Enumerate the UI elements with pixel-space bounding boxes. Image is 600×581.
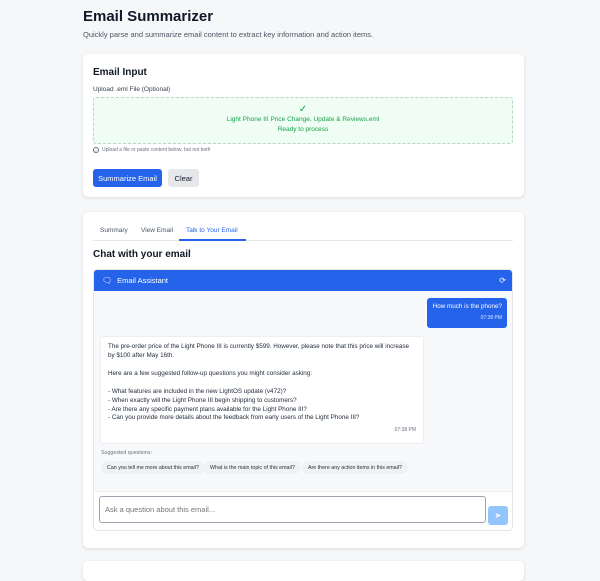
email-input-card (83, 54, 524, 197)
suggestion-chip[interactable]: Are there any action items in this email? (302, 461, 408, 474)
chat-title: Chat with your email (93, 249, 191, 260)
message-line: - When exactly will the Light Phone III begin shipping to customers? (108, 396, 297, 404)
page-title: Email Summarizer (83, 8, 214, 25)
file-name: Light Phone III Price Change, Update & Reviews.eml (226, 116, 380, 123)
message-line: - Are there any specific payment plans available for the Light Phone III? (108, 405, 307, 413)
chat-messages (94, 291, 513, 491)
card-title: Email Input (93, 67, 147, 78)
assistant-message (100, 336, 424, 444)
summarize-email-button[interactable]: Summarize Email (93, 169, 162, 187)
clear-button[interactable]: Clear (168, 169, 199, 187)
message-line: - What features are included in the new LightOS update (v472)? (108, 387, 287, 395)
message-line: The pre-order price of the Light Phone III is currently $599. However, please note that this price will increase by $100 after May 16th. (108, 343, 410, 359)
file-status: Ready to process (277, 126, 329, 133)
chat-header-title: Email Assistant (117, 276, 169, 285)
chat-header (94, 270, 513, 291)
message-line: Here are a few suggested follow-up questions you might consider asking: (108, 369, 313, 377)
next-card (83, 561, 524, 581)
message-icon: 🗨 (102, 276, 113, 285)
message-line: - Can you provide more details about the feedback from early users of the Light Phone III? (108, 414, 360, 422)
message-time: 07:38 PM (480, 315, 502, 321)
chat-panel (93, 269, 513, 531)
message-text: How much is the phone? (432, 303, 502, 310)
info-icon: i (93, 147, 99, 153)
user-message (427, 298, 507, 328)
upload-label: Upload .eml File (Optional) (93, 86, 171, 93)
active-tab-indicator (179, 239, 246, 241)
send-button[interactable] (488, 506, 508, 525)
upload-hint: Upload a file or paste content below, but not both (102, 147, 211, 153)
page-subtitle: Quickly parse and summarize email content to extract key information and action items. (83, 30, 374, 39)
divider (94, 491, 513, 492)
suggestion-chip[interactable]: Can you tell me more about this email? (101, 461, 205, 474)
results-card (83, 212, 524, 548)
suggested-label: Suggested questions: (101, 450, 152, 456)
suggestion-chip[interactable]: What is the main topic of this email? (204, 461, 301, 474)
upload-hint-row (93, 147, 210, 153)
tab-view-email[interactable]: View Email (141, 227, 174, 234)
check-icon: ✓ (298, 104, 308, 115)
chat-input[interactable] (99, 496, 486, 523)
file-dropzone[interactable] (93, 97, 513, 144)
message-time: 07:38 PM (394, 427, 416, 434)
tabs-divider (93, 240, 513, 241)
refresh-icon[interactable]: ⟳ (499, 276, 506, 285)
tab-talk-to-your-email[interactable]: Talk to Your Email (186, 227, 238, 234)
send-icon: ➤ (494, 511, 502, 520)
tab-summary[interactable]: Summary (100, 227, 128, 234)
